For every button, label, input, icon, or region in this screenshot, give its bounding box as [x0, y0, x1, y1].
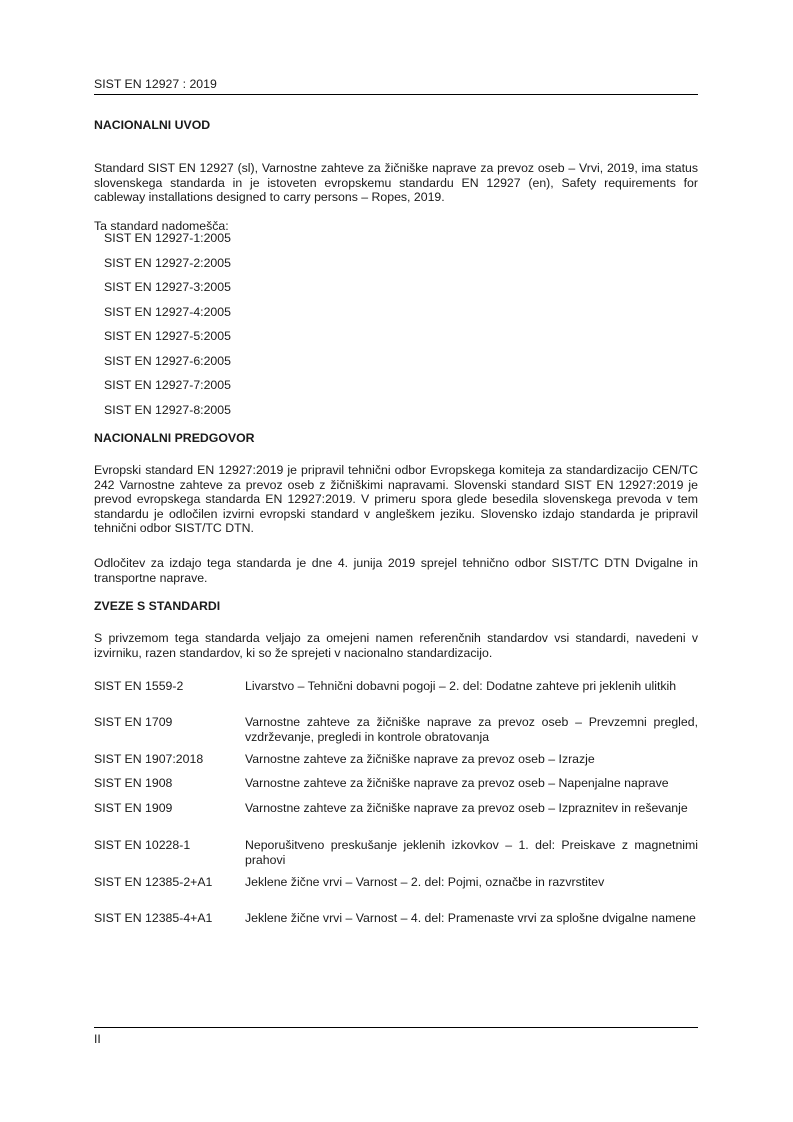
replaced-standard: SIST EN 12927-1:2005 [104, 231, 231, 245]
reference-description: Jeklene žične vrvi – Varnost – 2. del: Pojmi, označbe in razvrstitev [245, 875, 605, 889]
document-header: SIST EN 12927 : 2019 [94, 77, 217, 91]
reference-description: Varnostne zahteve za žičniške naprave za prevoz oseb – Napenjalne naprave [245, 776, 669, 790]
foreword-paragraph-1: Evropski standard EN 12927:2019 je pripravil tehnični odbor Evropskega komiteja za standardizacijo CEN/TC 242 Varnostne zahteve za prevoz oseb z žičniškimi napravami. Slovenski standard SIST EN 12927:2019 je prevod evropskega standarda EN 12927:2019. V primeru spora glede besedila slovenskega prevoda v tem standardu je odločilen izvirni evropski standard v angleškem jeziku. Slovensko izdajo standarda je pripravil tehnični odbor SIST/TC DTN. [94, 463, 698, 536]
page-number: II [94, 1032, 101, 1046]
reference-code: SIST EN 1709 [94, 715, 173, 729]
reference-description: Livarstvo – Tehnični dobavni pogoji – 2. del: Dodatne zahteve pri jeklenih ulitkih [245, 679, 677, 693]
replaced-standard: SIST EN 12927-6:2005 [104, 353, 231, 368]
replaces-label: Ta standard nadomešča: [94, 219, 229, 233]
heading-references: ZVEZE S STANDARDI [94, 599, 221, 613]
foreword-paragraph-2: Odločitev za izdajo tega standarda je dne 4. junija 2019 sprejel tehnično odbor SIST/TC DTN Dvigalne in transportne naprave. [94, 556, 698, 585]
reference-code: SIST EN 1907:2018 [94, 752, 204, 766]
replaced-standard: SIST EN 12927-7:2005 [104, 378, 231, 392]
reference-description: Varnostne zahteve za žičniške naprave za prevoz oseb – Izrazje [245, 752, 595, 766]
references-paragraph: S privzemom tega standarda veljajo za omejeni namen referenčnih standardov vsi standardi, navedeni v izvirniku, razen standardov, ki so že sprejeti v nacionalno standardizacijo. [94, 631, 698, 660]
reference-code: SIST EN 1908 [94, 776, 173, 790]
footer-rule [94, 1027, 698, 1028]
reference-description: Jeklene žične vrvi – Varnost – 4. del: Pramenaste vrvi za splošne dvigalne namene [245, 911, 696, 925]
reference-code: SIST EN 1559-2 [94, 679, 184, 693]
replaced-standard: SIST EN 12927-5:2005 [104, 329, 231, 343]
reference-code: SIST EN 10228-1 [94, 838, 191, 852]
replaced-standard: SIST EN 12927-4:2005 [104, 304, 231, 319]
reference-description: Neporušitveno preskušanje jeklenih izkovkov – 1. del: Preiskave z magnetnimi prahovi [245, 838, 698, 867]
reference-code: SIST EN 12385-2+A1 [94, 875, 213, 889]
replaced-standard: SIST EN 12927-8:2005 [104, 402, 231, 417]
header-rule [94, 94, 698, 95]
reference-description: Varnostne zahteve za žičniške naprave za prevoz oseb – Prevzemni pregled, vzdrževanje, pregledi in kontrole obratovanja [245, 715, 698, 744]
replaced-standard: SIST EN 12927-3:2005 [104, 280, 231, 294]
heading-national-intro: NACIONALNI UVOD [94, 118, 211, 132]
replaced-standard: SIST EN 12927-2:2005 [104, 255, 231, 270]
reference-code: SIST EN 1909 [94, 801, 173, 815]
reference-code: SIST EN 12385-4+A1 [94, 911, 213, 925]
reference-description: Varnostne zahteve za žičniške naprave za prevoz oseb – Izpraznitev in reševanje [245, 801, 688, 815]
intro-paragraph: Standard SIST EN 12927 (sl), Varnostne zahteve za žičniške naprave za prevoz oseb – Vrvi, 2019, ima status slovenskega standarda in je istoveten evropskemu standardu EN 12927 (en), Safety requirements for cableway installations designed to carry persons – Ropes, 2019. [94, 161, 698, 205]
heading-national-foreword: NACIONALNI PREDGOVOR [94, 431, 255, 445]
